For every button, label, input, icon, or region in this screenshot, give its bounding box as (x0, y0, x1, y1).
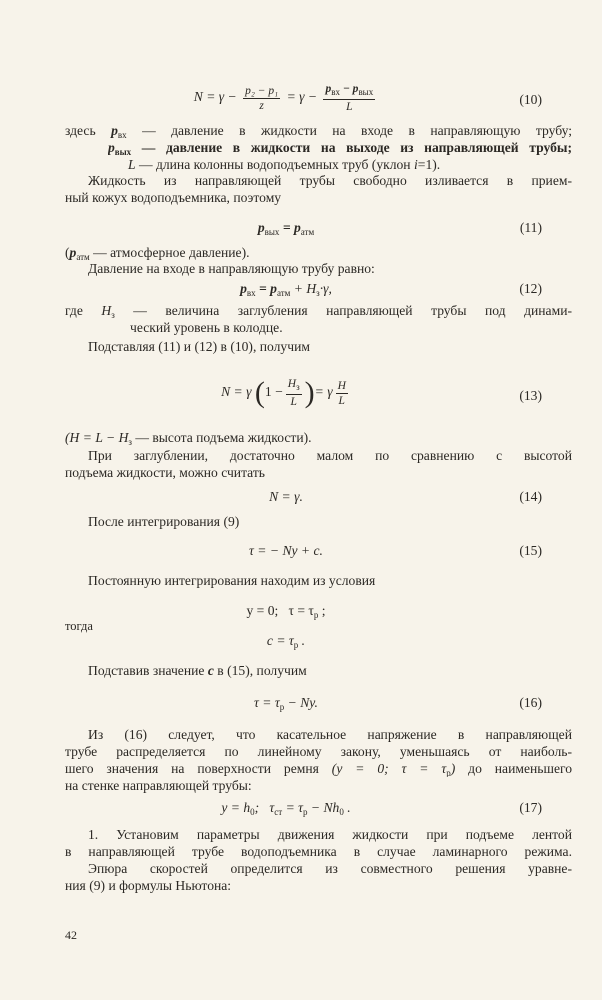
sub: вх (331, 87, 340, 97)
sub: 0 (339, 807, 344, 817)
equation-16 (0, 695, 572, 712)
sym: H (101, 303, 112, 318)
paragraph-line: Эпюра скоростей определится из совместного решения уравне- (88, 861, 572, 876)
denominator: L (346, 101, 353, 113)
sym: L (128, 157, 136, 172)
denominator: z (259, 99, 264, 112)
paragraph-line: трубе распределяется по линейному закону, уменьшаясь от наиболь- (65, 744, 572, 759)
text: — длина колонны водоподъемных труб (уклон (138, 157, 411, 172)
fraction (323, 82, 375, 114)
paragraph-line: 1. Установим параметры движения жидкости при подъеме лентой (88, 827, 572, 842)
sym: y = 0; τ = τ (246, 603, 314, 618)
equation-number: (13) (519, 388, 542, 403)
text: — атмосферное давление). (93, 245, 250, 260)
sym: p (108, 140, 115, 155)
paragraph-line: ческий уровень в колодце. (130, 320, 283, 335)
equation-number: (16) (519, 695, 542, 710)
text: — давление в жидкости на выходе из направляющей трубы; (141, 140, 572, 155)
paragraph-line: Постоянную интегрирования находим из условия (88, 573, 376, 588)
text: =1). (417, 157, 441, 172)
equation-13 (0, 376, 572, 410)
sym: = p (279, 220, 301, 235)
paragraph-line: Подставляя (11) и (12) в (10), получим (88, 339, 310, 354)
sym: (y = 0; τ = τ (331, 761, 447, 776)
sym: τ = − Ny + c. (249, 543, 323, 558)
text: — давление в жидкости на входе в направляющую трубу; (142, 123, 572, 138)
sub: вых (114, 147, 132, 156)
sym: ; (318, 603, 326, 618)
text: — величина заглубления направляющей трубы под динами- (133, 303, 572, 318)
sym: − p (339, 83, 359, 95)
equation-number: (12) (519, 281, 542, 296)
page-number: 42 (65, 928, 77, 942)
equation-10 (0, 82, 572, 114)
paragraph-line (65, 302, 572, 319)
eq-part: N = γ − (193, 89, 237, 105)
sub: р (279, 702, 285, 712)
sym: p (257, 220, 265, 235)
definition-line (128, 156, 602, 173)
sym: p (111, 123, 118, 138)
denominator: L (290, 396, 297, 408)
sym: (H = L − H (65, 430, 129, 445)
numerator (323, 82, 375, 100)
text: шего значения на поверхности ремня (65, 761, 319, 776)
sub: з (296, 382, 300, 392)
paragraph-line (65, 760, 572, 777)
sym: − Nh (307, 800, 340, 815)
sym: y = h (221, 800, 251, 815)
fraction (243, 84, 280, 113)
sub: вых (358, 87, 374, 97)
fraction (286, 377, 302, 409)
numerator: p₂ − p₁ (245, 84, 279, 97)
sub: вх (117, 130, 127, 139)
numerator: H (337, 379, 346, 392)
sub: з (111, 310, 115, 319)
paragraph-line: При заглублении, достаточно малом по сравнению с высотой (88, 448, 572, 463)
paragraph-line: Жидкость из направляющей трубы свободно изливается в прием- (88, 173, 572, 188)
equation-17 (0, 800, 572, 817)
paragraph-line: ный кожух водоподъемника, поэтому (65, 190, 282, 205)
equation-14 (0, 489, 572, 505)
definition-line (65, 122, 572, 139)
sym: = γ (314, 384, 333, 400)
sub: р (293, 640, 299, 650)
sym: c (207, 663, 214, 678)
fraction (336, 379, 348, 408)
sym: = p (255, 281, 277, 296)
sym: p (325, 83, 332, 95)
numerator (286, 377, 302, 395)
sym: i (414, 157, 418, 172)
sub: з (128, 437, 132, 447)
c-equation (0, 633, 572, 650)
equation-number: (11) (519, 220, 542, 235)
sub: вых (264, 227, 280, 237)
paragraph-line: на стенке направляющей трубы: (65, 778, 252, 793)
sym: . (298, 633, 306, 648)
sub: атм (300, 227, 315, 237)
sym: = τ (282, 800, 304, 815)
paragraph-line (88, 662, 572, 679)
sym: ; τ (254, 800, 275, 815)
equation-15 (0, 543, 572, 559)
sym: . (343, 800, 351, 815)
sub: р (446, 768, 451, 777)
equation-number: (14) (519, 489, 542, 504)
sym: N = γ. (269, 489, 303, 504)
text: Подставив значение (88, 663, 205, 678)
equation-11 (0, 220, 572, 237)
paragraph-line: После интегрирования (9) (88, 514, 240, 529)
equation-number: (10) (519, 92, 542, 107)
sym: ) (450, 761, 456, 776)
sym: p (240, 281, 247, 296)
equation-number: (15) (519, 543, 542, 558)
sym: τ = τ (254, 695, 280, 710)
text: здесь (65, 123, 96, 138)
paragraph-line: подъема жидкости, можно считать (65, 465, 266, 480)
text: ( (65, 245, 70, 260)
sym: + H (290, 281, 317, 296)
text: до наименьшего (468, 761, 572, 776)
paragraph-line: тогда (65, 619, 93, 633)
definition-line (108, 139, 572, 156)
sub: атм (76, 252, 90, 262)
sym: c = τ (266, 633, 294, 648)
sym: p (69, 245, 77, 260)
sym: 1 − (264, 384, 283, 400)
sym: N = γ (221, 384, 252, 400)
sub: вх (246, 288, 256, 298)
paragraph-line: в направляющей трубе водоподъемника в случае ламинарного режима. (65, 844, 572, 859)
eq-part: = γ − (286, 89, 318, 105)
paragraph-line: Давление на входе в направляющую трубу равно: (88, 261, 375, 276)
text: — высота подъема жидкости). (135, 430, 312, 445)
sub: р (303, 807, 308, 817)
paragraph-line: ния (9) и формулы Ньютона: (65, 878, 232, 893)
paren: ( (254, 376, 265, 409)
paragraph-line: Из (16) следует, что касательное напряжение в направляющей (88, 727, 572, 742)
text: в (15), получим (217, 663, 307, 678)
sub: р (313, 610, 319, 620)
sub: 0 (250, 807, 255, 817)
sym: − Ny. (284, 695, 318, 710)
equation-12 (0, 281, 572, 298)
sub: ст (274, 807, 283, 817)
sub: атм (276, 288, 291, 298)
text: где (65, 303, 83, 318)
sub: з (316, 288, 320, 298)
equation-number: (17) (519, 800, 542, 815)
paren: ) (304, 376, 315, 409)
sym: H (287, 378, 297, 390)
sym: ·γ, (319, 281, 332, 296)
denominator: L (338, 394, 345, 407)
